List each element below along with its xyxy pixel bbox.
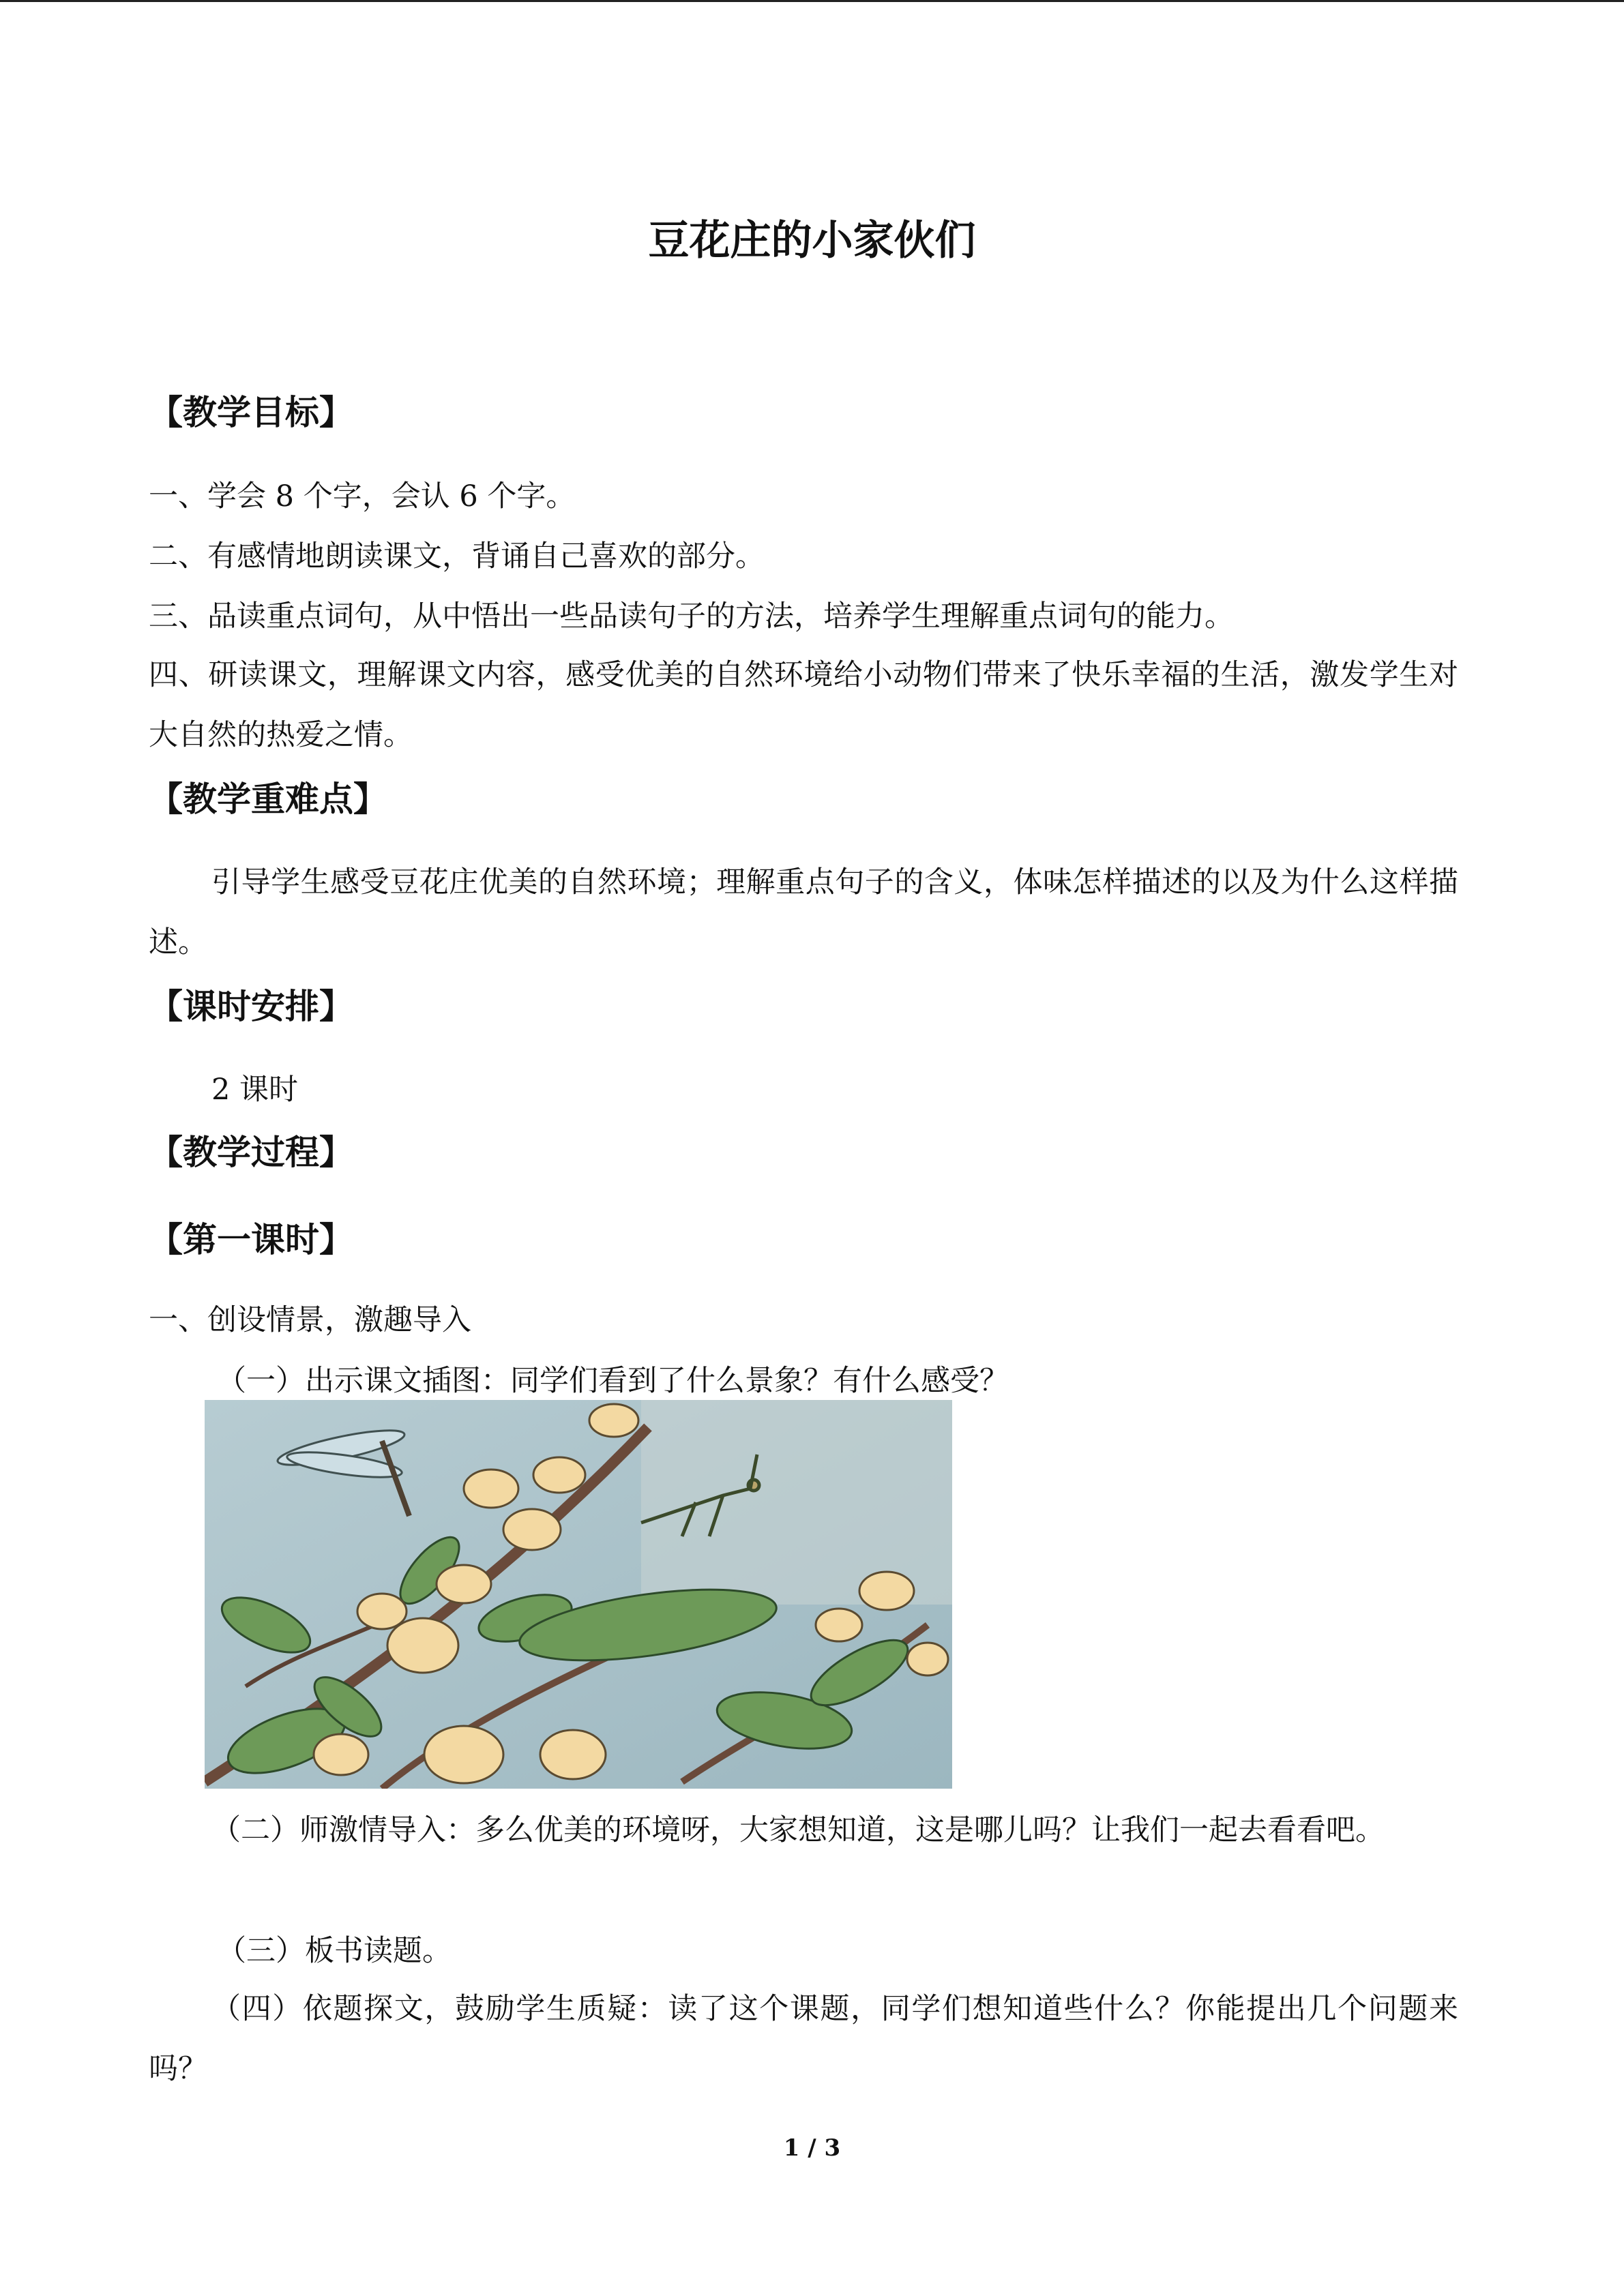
goal-item-3: 三、品读重点词句，从中悟出一些品读句子的方法，培养学生理解重点词句的能力。 <box>149 599 1234 633</box>
step-1-sub-3: （三）板书读题。 <box>217 1934 452 1968</box>
schedule-text: 2 课时 <box>211 1073 299 1107</box>
goal-item-1: 一、学会 8 个字，会认 6 个字。 <box>149 479 576 513</box>
step-1-sub-2: （二）师激情导入：多么优美的环境呀，大家想知道，这是哪儿吗？让我们一起去看看吧。 <box>211 1813 1385 1847</box>
heading-key-difficulties: 【教学重难点】 <box>149 779 387 819</box>
heading-schedule: 【课时安排】 <box>149 987 353 1026</box>
top-border <box>0 0 1624 2</box>
heading-teaching-process: 【教学过程】 <box>149 1133 353 1172</box>
heading-first-lesson: 【第一课时】 <box>149 1220 353 1259</box>
page-title: 豆花庄的小家伙们 <box>648 217 976 265</box>
key-difficulties-text: 引导学生感受豆花庄优美的自然环境；理解重点句子的含义，体味怎样描述的以及为什么这样描述。 <box>149 865 1458 959</box>
illustration-image <box>205 1400 952 1789</box>
heading-teaching-goals: 【教学目标】 <box>149 393 353 432</box>
goal-item-4: 四、研读课文，理解课文内容，感受优美的自然环境给小动物们带来了快乐幸福的生活，激发学生对大自然的热爱之情。 <box>149 658 1458 752</box>
step-1: 一、创设情景，激趣导入 <box>149 1303 471 1337</box>
lesson-illustration <box>205 1400 952 1789</box>
step-1-sub-4: （四）依题探文，鼓励学生质疑：读了这个课题，同学们想知道些什么？你能提出几个问题来吗？ <box>149 1992 1458 2086</box>
page-number: 1 / 3 <box>783 2134 841 2162</box>
step-1-sub-1: （一）出示课文插图：同学们看到了什么景象？有什么感受？ <box>217 1364 1009 1398</box>
goal-item-2: 二、有感情地朗读课文，背诵自己喜欢的部分。 <box>149 539 765 573</box>
